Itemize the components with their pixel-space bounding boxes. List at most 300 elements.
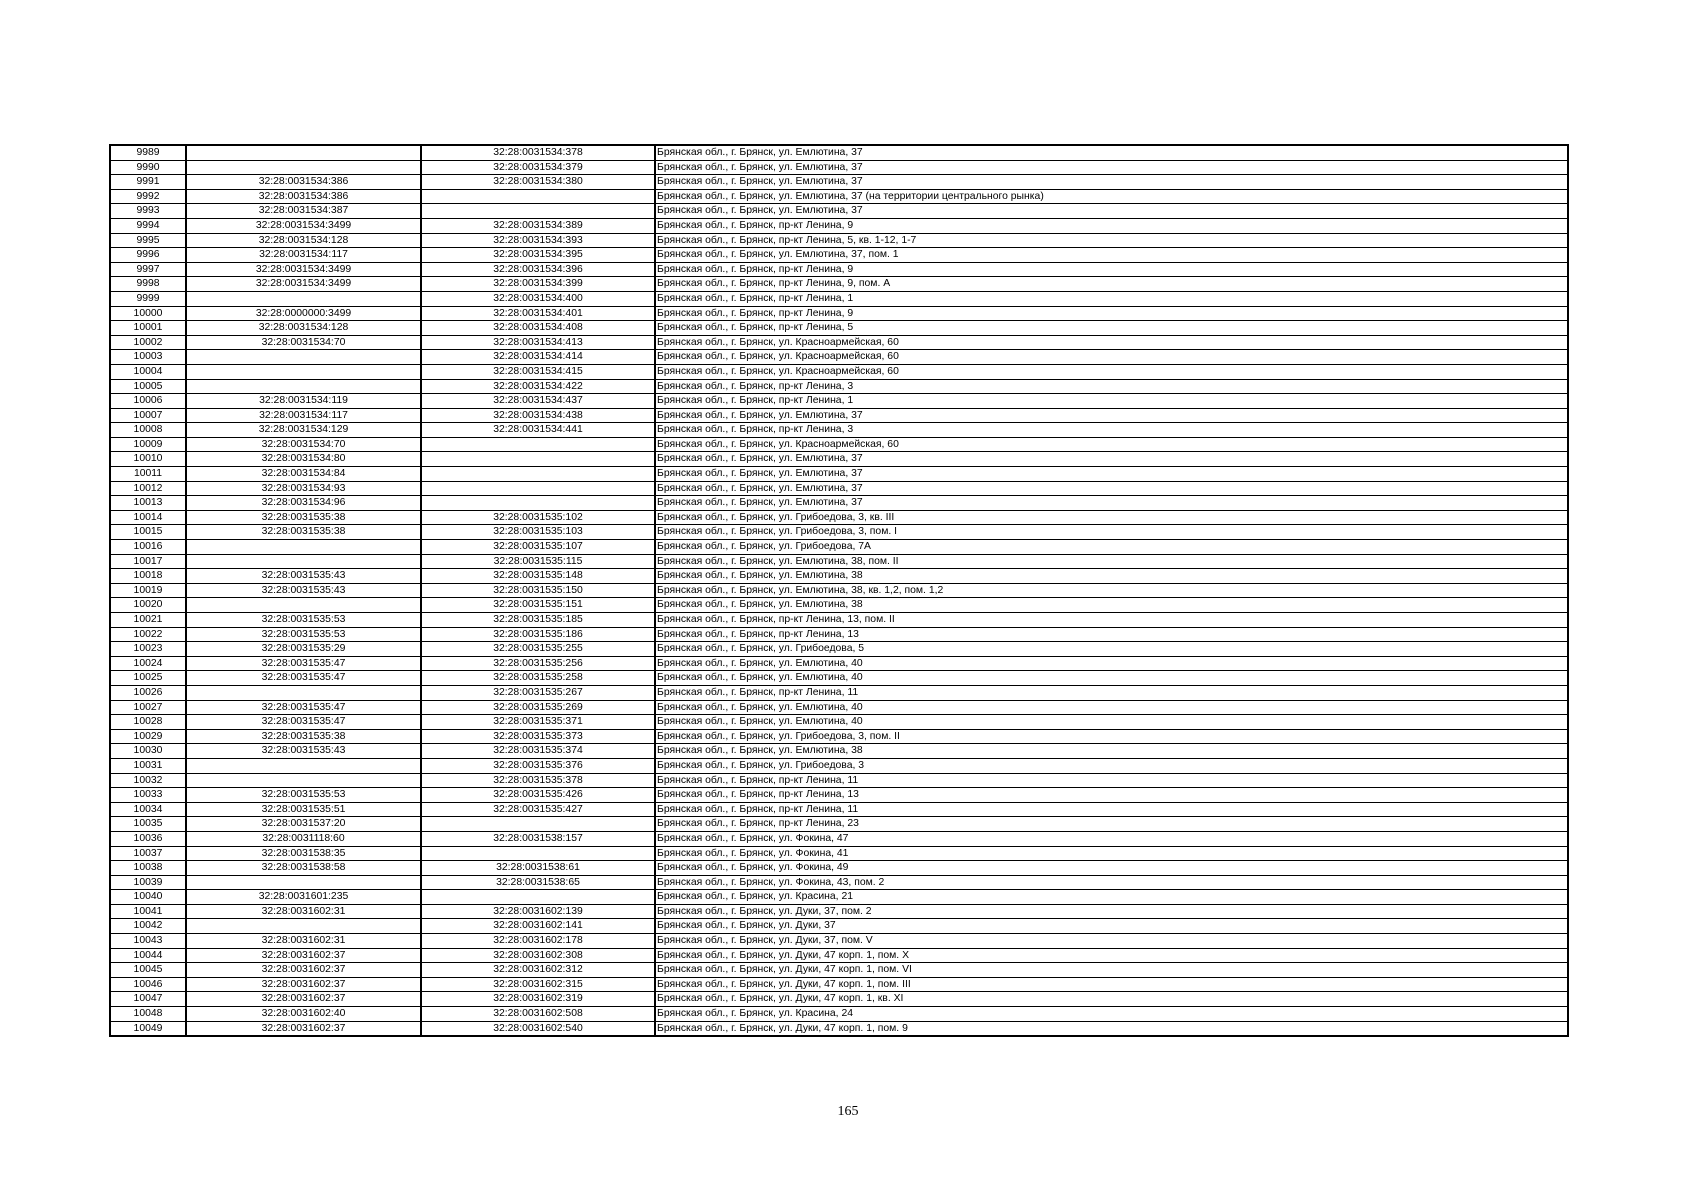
table-row: [110, 496, 1568, 511]
table-row: [110, 277, 1568, 292]
table-row: [110, 437, 1568, 452]
new-cadastral-number-cell: 32:28:0031535:269: [421, 700, 655, 715]
row-number-cell: 10001: [110, 321, 186, 336]
row-number-cell: 10016: [110, 540, 186, 555]
address-cell: Брянская обл., г. Брянск, ул. Емлютина, 37: [655, 452, 1568, 467]
old-cadastral-number-cell: 32:28:0031118:60: [186, 831, 421, 846]
new-cadastral-number-cell: 32:28:0031602:141: [421, 919, 655, 934]
table-row: [110, 145, 1568, 160]
table-row: [110, 569, 1568, 584]
new-cadastral-number-cell: 32:28:0031534:408: [421, 321, 655, 336]
address-cell: Брянская обл., г. Брянск, пр-кт Ленина, 11: [655, 802, 1568, 817]
address-cell: Брянская обл., г. Брянск, ул. Грибоедова, 3: [655, 758, 1568, 773]
old-cadastral-number-cell: [186, 379, 421, 394]
address-cell: Брянская обл., г. Брянск, ул. Емлютина, 40: [655, 700, 1568, 715]
property-registry-table: [109, 144, 1569, 1037]
address-cell: Брянская обл., г. Брянск, ул. Красина, 24: [655, 1007, 1568, 1022]
new-cadastral-number-cell: 32:28:0031535:103: [421, 525, 655, 540]
old-cadastral-number-cell: 32:28:0031534:3499: [186, 277, 421, 292]
address-cell: Брянская обл., г. Брянск, ул. Дуки, 47 корп. 1, пом. VI: [655, 963, 1568, 978]
address-cell: Брянская обл., г. Брянск, ул. Дуки, 47 корп. 1, пом. 9: [655, 1021, 1568, 1036]
new-cadastral-number-cell: 32:28:0031602:508: [421, 1007, 655, 1022]
row-number-cell: 10031: [110, 758, 186, 773]
old-cadastral-number-cell: 32:28:0031535:51: [186, 802, 421, 817]
new-cadastral-number-cell: 32:28:0031535:115: [421, 554, 655, 569]
old-cadastral-number-cell: 32:28:0031602:40: [186, 1007, 421, 1022]
address-cell: Брянская обл., г. Брянск, пр-кт Ленина, 1: [655, 291, 1568, 306]
table-row: [110, 802, 1568, 817]
table-row: [110, 540, 1568, 555]
row-number-cell: 10029: [110, 729, 186, 744]
new-cadastral-number-cell: 32:28:0031535:258: [421, 671, 655, 686]
row-number-cell: 10048: [110, 1007, 186, 1022]
old-cadastral-number-cell: 32:28:0031534:128: [186, 321, 421, 336]
old-cadastral-number-cell: [186, 160, 421, 175]
new-cadastral-number-cell: 32:28:0031535:102: [421, 510, 655, 525]
address-cell: Брянская обл., г. Брянск, пр-кт Ленина, 5, кв. 1-12, 1-7: [655, 233, 1568, 248]
old-cadastral-number-cell: 32:28:0031534:117: [186, 248, 421, 263]
table-row: [110, 394, 1568, 409]
address-cell: Брянская обл., г. Брянск, ул. Емлютина, 40: [655, 656, 1568, 671]
new-cadastral-number-cell: 32:28:0031535:371: [421, 715, 655, 730]
table-row: [110, 510, 1568, 525]
table-row: [110, 671, 1568, 686]
table-row: [110, 788, 1568, 803]
old-cadastral-number-cell: [186, 919, 421, 934]
old-cadastral-number-cell: 32:28:0031535:38: [186, 525, 421, 540]
address-cell: Брянская обл., г. Брянск, ул. Фокина, 49: [655, 861, 1568, 876]
address-cell: Брянская обл., г. Брянск, ул. Красноармейская, 60: [655, 350, 1568, 365]
old-cadastral-number-cell: [186, 540, 421, 555]
old-cadastral-number-cell: [186, 350, 421, 365]
address-cell: Брянская обл., г. Брянск, ул. Дуки, 47 корп. 1, пом. X: [655, 948, 1568, 963]
new-cadastral-number-cell: 32:28:0031535:426: [421, 788, 655, 803]
row-number-cell: 10035: [110, 817, 186, 832]
table-row: [110, 554, 1568, 569]
new-cadastral-number-cell: 32:28:0031535:376: [421, 758, 655, 773]
table-body: [110, 145, 1568, 1036]
row-number-cell: 10034: [110, 802, 186, 817]
table-row: [110, 846, 1568, 861]
row-number-cell: 10044: [110, 948, 186, 963]
row-number-cell: 10040: [110, 890, 186, 905]
old-cadastral-number-cell: 32:28:0031535:53: [186, 627, 421, 642]
table-row: [110, 364, 1568, 379]
row-number-cell: 10003: [110, 350, 186, 365]
new-cadastral-number-cell: 32:28:0031602:319: [421, 992, 655, 1007]
new-cadastral-number-cell: [421, 204, 655, 219]
row-number-cell: 10027: [110, 700, 186, 715]
old-cadastral-number-cell: 32:28:0031534:96: [186, 496, 421, 511]
new-cadastral-number-cell: 32:28:0031534:400: [421, 291, 655, 306]
new-cadastral-number-cell: [421, 890, 655, 905]
address-cell: Брянская обл., г. Брянск, пр-кт Ленина, 13: [655, 627, 1568, 642]
address-cell: Брянская обл., г. Брянск, ул. Емлютина, 38: [655, 569, 1568, 584]
new-cadastral-number-cell: 32:28:0031538:157: [421, 831, 655, 846]
old-cadastral-number-cell: 32:28:0000000:3499: [186, 306, 421, 321]
row-number-cell: 10007: [110, 408, 186, 423]
table-row: [110, 992, 1568, 1007]
row-number-cell: 10017: [110, 554, 186, 569]
address-cell: Брянская обл., г. Брянск, ул. Емлютина, 37, пом. 1: [655, 248, 1568, 263]
new-cadastral-number-cell: 32:28:0031535:378: [421, 773, 655, 788]
new-cadastral-number-cell: 32:28:0031534:413: [421, 335, 655, 350]
address-cell: Брянская обл., г. Брянск, ул. Емлютина, 37: [655, 175, 1568, 190]
address-cell: Брянская обл., г. Брянск, пр-кт Ленина, 3: [655, 423, 1568, 438]
new-cadastral-number-cell: 32:28:0031602:540: [421, 1021, 655, 1036]
row-number-cell: 10010: [110, 452, 186, 467]
address-cell: Брянская обл., г. Брянск, пр-кт Ленина, 9, пом. А: [655, 277, 1568, 292]
address-cell: Брянская обл., г. Брянск, ул. Емлютина, 37: [655, 160, 1568, 175]
old-cadastral-number-cell: [186, 291, 421, 306]
row-number-cell: 10037: [110, 846, 186, 861]
old-cadastral-number-cell: 32:28:0031601:235: [186, 890, 421, 905]
old-cadastral-number-cell: 32:28:0031534:70: [186, 437, 421, 452]
address-cell: Брянская обл., г. Брянск, пр-кт Ленина, 9: [655, 218, 1568, 233]
page-number: 165: [837, 1104, 859, 1119]
address-cell: Брянская обл., г. Брянск, ул. Дуки, 47 корп. 1, пом. III: [655, 977, 1568, 992]
table-row: [110, 379, 1568, 394]
old-cadastral-number-cell: 32:28:0031602:37: [186, 977, 421, 992]
row-number-cell: 10019: [110, 583, 186, 598]
new-cadastral-number-cell: 32:28:0031534:395: [421, 248, 655, 263]
row-number-cell: 10002: [110, 335, 186, 350]
new-cadastral-number-cell: [421, 496, 655, 511]
old-cadastral-number-cell: [186, 598, 421, 613]
table-row: [110, 963, 1568, 978]
old-cadastral-number-cell: 32:28:0031535:47: [186, 671, 421, 686]
table-row: [110, 233, 1568, 248]
old-cadastral-number-cell: 32:28:0031602:37: [186, 963, 421, 978]
table-row: [110, 598, 1568, 613]
address-cell: Брянская обл., г. Брянск, ул. Емлютина, 37: [655, 408, 1568, 423]
row-number-cell: 10015: [110, 525, 186, 540]
old-cadastral-number-cell: 32:28:0031534:117: [186, 408, 421, 423]
address-cell: Брянская обл., г. Брянск, ул. Емлютина, 38, пом. II: [655, 554, 1568, 569]
new-cadastral-number-cell: 32:28:0031538:61: [421, 861, 655, 876]
row-number-cell: 9997: [110, 262, 186, 277]
address-cell: Брянская обл., г. Брянск, пр-кт Ленина, 23: [655, 817, 1568, 832]
row-number-cell: 10022: [110, 627, 186, 642]
old-cadastral-number-cell: 32:28:0031602:37: [186, 992, 421, 1007]
address-cell: Брянская обл., г. Брянск, ул. Красноармейская, 60: [655, 335, 1568, 350]
table-row: [110, 525, 1568, 540]
table-row: [110, 948, 1568, 963]
old-cadastral-number-cell: 32:28:0031534:70: [186, 335, 421, 350]
old-cadastral-number-cell: 32:28:0031534:3499: [186, 218, 421, 233]
row-number-cell: 10013: [110, 496, 186, 511]
table-row: [110, 729, 1568, 744]
row-number-cell: 10012: [110, 481, 186, 496]
old-cadastral-number-cell: [186, 685, 421, 700]
old-cadastral-number-cell: 32:28:0031534:84: [186, 467, 421, 482]
old-cadastral-number-cell: 32:28:0031535:38: [186, 729, 421, 744]
old-cadastral-number-cell: 32:28:0031534:119: [186, 394, 421, 409]
row-number-cell: 10009: [110, 437, 186, 452]
new-cadastral-number-cell: 32:28:0031534:437: [421, 394, 655, 409]
new-cadastral-number-cell: 32:28:0031602:312: [421, 963, 655, 978]
address-cell: Брянская обл., г. Брянск, пр-кт Ленина, 5: [655, 321, 1568, 336]
address-cell: Брянская обл., г. Брянск, пр-кт Ленина, 3: [655, 379, 1568, 394]
row-number-cell: 10020: [110, 598, 186, 613]
old-cadastral-number-cell: 32:28:0031537:20: [186, 817, 421, 832]
address-cell: Брянская обл., г. Брянск, пр-кт Ленина, 11: [655, 685, 1568, 700]
address-cell: Брянская обл., г. Брянск, ул. Емлютина, 40: [655, 715, 1568, 730]
old-cadastral-number-cell: 32:28:0031534:80: [186, 452, 421, 467]
table-row: [110, 175, 1568, 190]
table-row: [110, 160, 1568, 175]
table-row: [110, 627, 1568, 642]
table-row: [110, 773, 1568, 788]
new-cadastral-number-cell: 32:28:0031602:178: [421, 934, 655, 949]
table-row: [110, 335, 1568, 350]
table-row: [110, 408, 1568, 423]
new-cadastral-number-cell: 32:28:0031535:107: [421, 540, 655, 555]
address-cell: Брянская обл., г. Брянск, пр-кт Ленина, 9: [655, 262, 1568, 277]
row-number-cell: 10039: [110, 875, 186, 890]
address-cell: Брянская обл., г. Брянск, ул. Грибоедова, 5: [655, 642, 1568, 657]
row-number-cell: 9996: [110, 248, 186, 263]
new-cadastral-number-cell: 32:28:0031534:415: [421, 364, 655, 379]
new-cadastral-number-cell: 32:28:0031534:401: [421, 306, 655, 321]
address-cell: Брянская обл., г. Брянск, ул. Дуки, 47 корп. 1, кв. XI: [655, 992, 1568, 1007]
table-row: [110, 890, 1568, 905]
address-cell: Брянская обл., г. Брянск, ул. Красноармейская, 60: [655, 437, 1568, 452]
new-cadastral-number-cell: 32:28:0031535:267: [421, 685, 655, 700]
old-cadastral-number-cell: 32:28:0031534:93: [186, 481, 421, 496]
row-number-cell: 10011: [110, 467, 186, 482]
table-row: [110, 1021, 1568, 1036]
table-row: [110, 467, 1568, 482]
address-cell: Брянская обл., г. Брянск, ул. Фокина, 41: [655, 846, 1568, 861]
new-cadastral-number-cell: 32:28:0031534:396: [421, 262, 655, 277]
old-cadastral-number-cell: 32:28:0031535:38: [186, 510, 421, 525]
old-cadastral-number-cell: 32:28:0031534:386: [186, 189, 421, 204]
new-cadastral-number-cell: [421, 452, 655, 467]
table-row: [110, 642, 1568, 657]
row-number-cell: 10038: [110, 861, 186, 876]
address-cell: Брянская обл., г. Брянск, ул. Емлютина, 37: [655, 204, 1568, 219]
new-cadastral-number-cell: 32:28:0031538:65: [421, 875, 655, 890]
row-number-cell: 9995: [110, 233, 186, 248]
old-cadastral-number-cell: 32:28:0031602:37: [186, 1021, 421, 1036]
address-cell: Брянская обл., г. Брянск, ул. Грибоедова, 3, пом. II: [655, 729, 1568, 744]
old-cadastral-number-cell: [186, 554, 421, 569]
old-cadastral-number-cell: 32:28:0031535:53: [186, 788, 421, 803]
new-cadastral-number-cell: 32:28:0031602:139: [421, 904, 655, 919]
new-cadastral-number-cell: 32:28:0031535:185: [421, 613, 655, 628]
old-cadastral-number-cell: 32:28:0031602:37: [186, 948, 421, 963]
old-cadastral-number-cell: [186, 875, 421, 890]
old-cadastral-number-cell: 32:28:0031535:47: [186, 656, 421, 671]
row-number-cell: 10041: [110, 904, 186, 919]
table-row: [110, 700, 1568, 715]
address-cell: Брянская обл., г. Брянск, ул. Фокина, 43, пом. 2: [655, 875, 1568, 890]
address-cell: Брянская обл., г. Брянск, ул. Емлютина, 37: [655, 496, 1568, 511]
address-cell: Брянская обл., г. Брянск, ул. Емлютина, 40: [655, 671, 1568, 686]
old-cadastral-number-cell: 32:28:0031534:387: [186, 204, 421, 219]
row-number-cell: 10025: [110, 671, 186, 686]
address-cell: Брянская обл., г. Брянск, пр-кт Ленина, 9: [655, 306, 1568, 321]
old-cadastral-number-cell: 32:28:0031535:53: [186, 613, 421, 628]
table-row: [110, 744, 1568, 759]
table-row: [110, 321, 1568, 336]
table-row: [110, 306, 1568, 321]
old-cadastral-number-cell: 32:28:0031535:29: [186, 642, 421, 657]
table-row: [110, 583, 1568, 598]
table-row: [110, 248, 1568, 263]
table-row: [110, 613, 1568, 628]
table-row: [110, 218, 1568, 233]
old-cadastral-number-cell: 32:28:0031535:43: [186, 569, 421, 584]
old-cadastral-number-cell: 32:28:0031535:43: [186, 583, 421, 598]
row-number-cell: 10033: [110, 788, 186, 803]
table-row: [110, 1007, 1568, 1022]
address-cell: Брянская обл., г. Брянск, ул. Грибоедова, 3, пом. I: [655, 525, 1568, 540]
old-cadastral-number-cell: 32:28:0031602:31: [186, 934, 421, 949]
old-cadastral-number-cell: 32:28:0031534:386: [186, 175, 421, 190]
table-row: [110, 350, 1568, 365]
row-number-cell: 10026: [110, 685, 186, 700]
row-number-cell: 10043: [110, 934, 186, 949]
old-cadastral-number-cell: 32:28:0031535:47: [186, 715, 421, 730]
new-cadastral-number-cell: 32:28:0031535:151: [421, 598, 655, 613]
table-row: [110, 861, 1568, 876]
row-number-cell: 10014: [110, 510, 186, 525]
row-number-cell: 10046: [110, 977, 186, 992]
new-cadastral-number-cell: 32:28:0031534:399: [421, 277, 655, 292]
new-cadastral-number-cell: 32:28:0031535:373: [421, 729, 655, 744]
new-cadastral-number-cell: 32:28:0031534:379: [421, 160, 655, 175]
table-row: [110, 875, 1568, 890]
new-cadastral-number-cell: 32:28:0031602:315: [421, 977, 655, 992]
row-number-cell: 9999: [110, 291, 186, 306]
address-cell: Брянская обл., г. Брянск, ул. Красноармейская, 60: [655, 364, 1568, 379]
row-number-cell: 10030: [110, 744, 186, 759]
address-cell: Брянская обл., г. Брянск, ул. Емлютина, 37: [655, 145, 1568, 160]
row-number-cell: 9993: [110, 204, 186, 219]
new-cadastral-number-cell: 32:28:0031535:427: [421, 802, 655, 817]
row-number-cell: 10028: [110, 715, 186, 730]
table-row: [110, 423, 1568, 438]
new-cadastral-number-cell: [421, 817, 655, 832]
old-cadastral-number-cell: 32:28:0031535:47: [186, 700, 421, 715]
address-cell: Брянская обл., г. Брянск, ул. Емлютина, 38, кв. 1,2, пом. 1,2: [655, 583, 1568, 598]
table-row: [110, 189, 1568, 204]
new-cadastral-number-cell: 32:28:0031535:186: [421, 627, 655, 642]
new-cadastral-number-cell: 32:28:0031535:256: [421, 656, 655, 671]
old-cadastral-number-cell: 32:28:0031534:3499: [186, 262, 421, 277]
table-row: [110, 291, 1568, 306]
address-cell: Брянская обл., г. Брянск, ул. Грибоедова, 3, кв. III: [655, 510, 1568, 525]
address-cell: Брянская обл., г. Брянск, пр-кт Ленина, 1: [655, 394, 1568, 409]
address-cell: Брянская обл., г. Брянск, пр-кт Ленина, 11: [655, 773, 1568, 788]
new-cadastral-number-cell: 32:28:0031534:393: [421, 233, 655, 248]
address-cell: Брянская обл., г. Брянск, ул. Емлютина, 37: [655, 467, 1568, 482]
row-number-cell: 9989: [110, 145, 186, 160]
new-cadastral-number-cell: 32:28:0031534:378: [421, 145, 655, 160]
table-row: [110, 685, 1568, 700]
row-number-cell: 10005: [110, 379, 186, 394]
table-row: [110, 904, 1568, 919]
table-row: [110, 758, 1568, 773]
table-row: [110, 817, 1568, 832]
row-number-cell: 10045: [110, 963, 186, 978]
old-cadastral-number-cell: 32:28:0031534:129: [186, 423, 421, 438]
table-row: [110, 452, 1568, 467]
address-cell: Брянская обл., г. Брянск, пр-кт Ленина, 13: [655, 788, 1568, 803]
old-cadastral-number-cell: 32:28:0031535:43: [186, 744, 421, 759]
row-number-cell: 10047: [110, 992, 186, 1007]
row-number-cell: 10024: [110, 656, 186, 671]
new-cadastral-number-cell: [421, 189, 655, 204]
address-cell: Брянская обл., г. Брянск, ул. Дуки, 37, пом. 2: [655, 904, 1568, 919]
table-row: [110, 715, 1568, 730]
old-cadastral-number-cell: 32:28:0031538:58: [186, 861, 421, 876]
old-cadastral-number-cell: [186, 758, 421, 773]
new-cadastral-number-cell: 32:28:0031602:308: [421, 948, 655, 963]
address-cell: Брянская обл., г. Брянск, пр-кт Ленина, 13, пом. II: [655, 613, 1568, 628]
row-number-cell: 9990: [110, 160, 186, 175]
old-cadastral-number-cell: 32:28:0031602:31: [186, 904, 421, 919]
address-cell: Брянская обл., г. Брянск, ул. Емлютина, 37: [655, 481, 1568, 496]
row-number-cell: 10049: [110, 1021, 186, 1036]
row-number-cell: 9991: [110, 175, 186, 190]
address-cell: Брянская обл., г. Брянск, ул. Красина, 21: [655, 890, 1568, 905]
row-number-cell: 9998: [110, 277, 186, 292]
row-number-cell: 10036: [110, 831, 186, 846]
old-cadastral-number-cell: [186, 364, 421, 379]
new-cadastral-number-cell: 32:28:0031535:255: [421, 642, 655, 657]
row-number-cell: 9994: [110, 218, 186, 233]
new-cadastral-number-cell: 32:28:0031534:389: [421, 218, 655, 233]
new-cadastral-number-cell: 32:28:0031534:380: [421, 175, 655, 190]
row-number-cell: 10021: [110, 613, 186, 628]
address-cell: Брянская обл., г. Брянск, ул. Фокина, 47: [655, 831, 1568, 846]
table-row: [110, 262, 1568, 277]
address-cell: Брянская обл., г. Брянск, ул. Емлютина, 38: [655, 598, 1568, 613]
row-number-cell: 10008: [110, 423, 186, 438]
row-number-cell: 10042: [110, 919, 186, 934]
table-row: [110, 977, 1568, 992]
new-cadastral-number-cell: 32:28:0031535:150: [421, 583, 655, 598]
old-cadastral-number-cell: 32:28:0031538:35: [186, 846, 421, 861]
new-cadastral-number-cell: 32:28:0031534:414: [421, 350, 655, 365]
row-number-cell: 10018: [110, 569, 186, 584]
table-row: [110, 204, 1568, 219]
table-row: [110, 934, 1568, 949]
table-row: [110, 481, 1568, 496]
new-cadastral-number-cell: 32:28:0031534:441: [421, 423, 655, 438]
row-number-cell: 10006: [110, 394, 186, 409]
table-row: [110, 656, 1568, 671]
new-cadastral-number-cell: 32:28:0031534:422: [421, 379, 655, 394]
row-number-cell: 10004: [110, 364, 186, 379]
new-cadastral-number-cell: 32:28:0031535:374: [421, 744, 655, 759]
old-cadastral-number-cell: [186, 145, 421, 160]
new-cadastral-number-cell: [421, 467, 655, 482]
old-cadastral-number-cell: 32:28:0031534:128: [186, 233, 421, 248]
address-cell: Брянская обл., г. Брянск, ул. Емлютина, 38: [655, 744, 1568, 759]
row-number-cell: 10000: [110, 306, 186, 321]
address-cell: Брянская обл., г. Брянск, ул. Емлютина, 37 (на территории центрального рынка): [655, 189, 1568, 204]
address-cell: Брянская обл., г. Брянск, ул. Грибоедова, 7А: [655, 540, 1568, 555]
old-cadastral-number-cell: [186, 773, 421, 788]
row-number-cell: 9992: [110, 189, 186, 204]
new-cadastral-number-cell: [421, 481, 655, 496]
table-row: [110, 831, 1568, 846]
address-cell: Брянская обл., г. Брянск, ул. Дуки, 37: [655, 919, 1568, 934]
